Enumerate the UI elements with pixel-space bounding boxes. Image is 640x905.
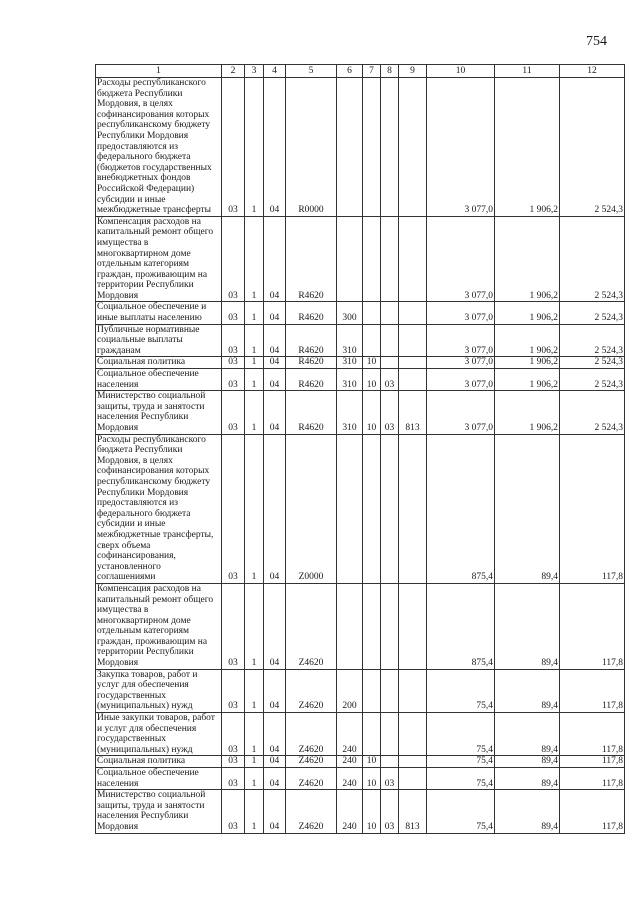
cell-code: 03: [222, 583, 245, 669]
cell-amount: 75,4: [427, 790, 495, 833]
cell-code: [381, 216, 399, 302]
cell-code: 03: [381, 369, 399, 391]
table-header-row: [96, 65, 625, 78]
cell-amount: 2 524,3: [560, 357, 625, 369]
column-header: 10: [427, 65, 495, 78]
cell-code: 03: [222, 768, 245, 790]
cell-code: 310: [337, 357, 363, 369]
cell-code: 04: [264, 713, 286, 756]
cell-code: 1: [245, 669, 264, 712]
cell-code: R0000: [286, 78, 337, 217]
row-name: Социальное обеспечение населения: [96, 369, 222, 391]
cell-code: 04: [264, 302, 286, 324]
cell-amount: 1 906,2: [495, 216, 560, 302]
cell-code: 310: [337, 324, 363, 357]
cell-code: 04: [264, 768, 286, 790]
cell-code: 10: [363, 790, 381, 833]
row-name: Закупка товаров, работ и услуг для обеспечения государственных (муниципальных) нужд: [96, 669, 222, 712]
cell-code: [399, 768, 427, 790]
cell-code: [381, 78, 399, 217]
cell-code: R4620: [286, 369, 337, 391]
cell-amount: 117,8: [560, 768, 625, 790]
column-header: 8: [381, 65, 399, 78]
cell-code: Z4620: [286, 768, 337, 790]
cell-code: 1: [245, 756, 264, 768]
cell-code: 1: [245, 216, 264, 302]
table-row: [96, 434, 625, 583]
row-name: Министерство социальной защиты, труда и занятости населения Республики Мордовия: [96, 790, 222, 833]
table-body: [96, 78, 625, 834]
cell-code: 240: [337, 756, 363, 768]
cell-code: [381, 434, 399, 583]
table-row: [96, 756, 625, 768]
row-name: Компенсация расходов на капитальный ремонт общего имущества в многоквартирном доме отдельным категориям граждан, проживающим на территории Республики Мордовия: [96, 583, 222, 669]
cell-code: 04: [264, 78, 286, 217]
cell-code: 1: [245, 391, 264, 434]
cell-amount: 1 906,2: [495, 78, 560, 217]
cell-code: 813: [399, 391, 427, 434]
cell-code: [399, 78, 427, 217]
cell-code: [381, 324, 399, 357]
cell-code: [399, 756, 427, 768]
cell-amount: 3 077,0: [427, 369, 495, 391]
cell-amount: 2 524,3: [560, 324, 625, 357]
cell-amount: 89,4: [495, 434, 560, 583]
cell-code: [363, 324, 381, 357]
row-name: Социальное обеспечение населения: [96, 768, 222, 790]
cell-code: 04: [264, 324, 286, 357]
cell-code: 04: [264, 790, 286, 833]
column-header: 1: [96, 65, 222, 78]
cell-code: R4620: [286, 391, 337, 434]
cell-code: [363, 669, 381, 712]
cell-amount: 89,4: [495, 583, 560, 669]
cell-code: 310: [337, 369, 363, 391]
table-row: [96, 391, 625, 434]
table-row: [96, 369, 625, 391]
cell-amount: 89,4: [495, 713, 560, 756]
cell-code: 1: [245, 369, 264, 391]
table-row: [96, 790, 625, 833]
cell-code: [399, 669, 427, 712]
cell-amount: 1 906,2: [495, 391, 560, 434]
cell-amount: 3 077,0: [427, 357, 495, 369]
cell-amount: 117,8: [560, 669, 625, 712]
cell-code: 03: [222, 357, 245, 369]
cell-amount: 89,4: [495, 768, 560, 790]
cell-code: Z4620: [286, 669, 337, 712]
cell-code: 03: [222, 216, 245, 302]
cell-amount: 1 906,2: [495, 324, 560, 357]
cell-amount: 2 524,3: [560, 302, 625, 324]
cell-amount: 117,8: [560, 713, 625, 756]
cell-code: 04: [264, 583, 286, 669]
column-header: 12: [560, 65, 625, 78]
cell-code: [363, 216, 381, 302]
cell-code: [381, 583, 399, 669]
cell-amount: 3 077,0: [427, 324, 495, 357]
cell-amount: 117,8: [560, 434, 625, 583]
cell-code: Z4620: [286, 756, 337, 768]
cell-amount: 75,4: [427, 756, 495, 768]
column-header: 7: [363, 65, 381, 78]
row-name: Иные закупки товаров, работ и услуг для обеспечения государственных (муниципальных) нужд: [96, 713, 222, 756]
cell-code: 10: [363, 391, 381, 434]
cell-code: [399, 583, 427, 669]
cell-code: R4620: [286, 216, 337, 302]
cell-code: 240: [337, 790, 363, 833]
cell-code: 240: [337, 713, 363, 756]
cell-amount: 117,8: [560, 583, 625, 669]
cell-amount: 3 077,0: [427, 302, 495, 324]
cell-amount: 3 077,0: [427, 78, 495, 217]
cell-amount: 75,4: [427, 713, 495, 756]
cell-code: 03: [222, 78, 245, 217]
column-header: 3: [245, 65, 264, 78]
cell-code: 03: [381, 790, 399, 833]
cell-code: 1: [245, 78, 264, 217]
cell-code: 310: [337, 391, 363, 434]
cell-code: Z0000: [286, 434, 337, 583]
cell-code: 240: [337, 768, 363, 790]
cell-code: 04: [264, 756, 286, 768]
cell-code: 1: [245, 790, 264, 833]
column-header: 2: [222, 65, 245, 78]
cell-code: 10: [363, 357, 381, 369]
table-row: [96, 669, 625, 712]
cell-code: Z4620: [286, 583, 337, 669]
cell-code: [363, 302, 381, 324]
cell-amount: 89,4: [495, 756, 560, 768]
row-name: Расходы республиканского бюджета Республики Мордовия, в целях софинансирования которых республиканскому бюджету Республики Мордовия предоставляются из федерального бюджета субсидии и иные межбюджетные трансферты, сверх объема софинансирования, установленного соглашениями: [96, 434, 222, 583]
cell-code: 10: [363, 369, 381, 391]
cell-code: 03: [222, 790, 245, 833]
cell-code: 03: [222, 669, 245, 712]
cell-code: [381, 713, 399, 756]
cell-code: R4620: [286, 357, 337, 369]
cell-code: 04: [264, 669, 286, 712]
cell-code: 10: [363, 756, 381, 768]
row-name: Компенсация расходов на капитальный ремонт общего имущества в многоквартирном доме отдельным категориям граждан, проживающим на территории Республики Мордовия: [96, 216, 222, 302]
table-row: [96, 324, 625, 357]
cell-code: 10: [363, 768, 381, 790]
cell-code: [399, 713, 427, 756]
cell-code: [363, 434, 381, 583]
cell-amount: 1 906,2: [495, 369, 560, 391]
cell-code: 04: [264, 369, 286, 391]
row-name: Публичные нормативные социальные выплаты гражданам: [96, 324, 222, 357]
table-row: [96, 216, 625, 302]
cell-code: [381, 357, 399, 369]
table-row: [96, 78, 625, 217]
cell-code: [399, 357, 427, 369]
row-name: Социальная политика: [96, 357, 222, 369]
cell-code: 1: [245, 357, 264, 369]
table-row: [96, 302, 625, 324]
cell-code: 03: [222, 434, 245, 583]
table-row: [96, 768, 625, 790]
cell-code: 04: [264, 216, 286, 302]
cell-code: [337, 434, 363, 583]
cell-code: [381, 756, 399, 768]
cell-amount: 1 906,2: [495, 357, 560, 369]
cell-amount: 3 077,0: [427, 216, 495, 302]
cell-code: 813: [399, 790, 427, 833]
table-row: [96, 583, 625, 669]
cell-code: 03: [381, 391, 399, 434]
cell-code: [399, 216, 427, 302]
cell-amount: 875,4: [427, 583, 495, 669]
table-row: [96, 357, 625, 369]
cell-code: [399, 434, 427, 583]
cell-code: [363, 713, 381, 756]
cell-code: 03: [222, 324, 245, 357]
cell-code: 03: [222, 713, 245, 756]
column-header: 9: [399, 65, 427, 78]
cell-code: [337, 216, 363, 302]
cell-code: [337, 78, 363, 217]
cell-amount: 75,4: [427, 768, 495, 790]
cell-code: [363, 583, 381, 669]
column-header: 11: [495, 65, 560, 78]
cell-code: 1: [245, 324, 264, 357]
row-name: Социальное обеспечение и иные выплаты населению: [96, 302, 222, 324]
table-row: [96, 713, 625, 756]
cell-code: 03: [222, 756, 245, 768]
row-name: Расходы республиканского бюджета Республики Мордовия, в целях софинансирования которых республиканскому бюджету Республики Мордовия предоставляются из федерального бюджета (бюджетов государственных внебюджетных фондов Российской Федерации) субсидии и иные межбюджетные трансферты: [96, 78, 222, 217]
cell-amount: 875,4: [427, 434, 495, 583]
cell-amount: 3 077,0: [427, 391, 495, 434]
cell-code: [363, 78, 381, 217]
row-name: Министерство социальной защиты, труда и занятости населения Республики Мордовия: [96, 391, 222, 434]
row-name: Социальная политика: [96, 756, 222, 768]
column-header: 4: [264, 65, 286, 78]
cell-code: 1: [245, 713, 264, 756]
cell-code: 03: [222, 302, 245, 324]
column-header: 6: [337, 65, 363, 78]
cell-code: [399, 324, 427, 357]
cell-code: 200: [337, 669, 363, 712]
cell-code: 04: [264, 391, 286, 434]
cell-amount: 2 524,3: [560, 391, 625, 434]
cell-amount: 117,8: [560, 756, 625, 768]
cell-code: 1: [245, 434, 264, 583]
cell-code: 1: [245, 768, 264, 790]
cell-code: [337, 583, 363, 669]
cell-amount: 89,4: [495, 790, 560, 833]
cell-amount: 2 524,3: [560, 78, 625, 217]
cell-amount: 89,4: [495, 669, 560, 712]
cell-code: [381, 302, 399, 324]
cell-code: R4620: [286, 324, 337, 357]
cell-code: 03: [222, 369, 245, 391]
cell-code: R4620: [286, 302, 337, 324]
cell-amount: 2 524,3: [560, 369, 625, 391]
cell-code: [399, 302, 427, 324]
cell-code: 300: [337, 302, 363, 324]
cell-code: 03: [381, 768, 399, 790]
budget-table: [95, 64, 625, 834]
column-header: 5: [286, 65, 337, 78]
cell-code: Z4620: [286, 790, 337, 833]
cell-amount: 75,4: [427, 669, 495, 712]
cell-code: Z4620: [286, 713, 337, 756]
cell-code: 04: [264, 357, 286, 369]
cell-code: 03: [222, 391, 245, 434]
cell-amount: 1 906,2: [495, 302, 560, 324]
cell-code: [399, 369, 427, 391]
cell-code: 04: [264, 434, 286, 583]
cell-amount: 117,8: [560, 790, 625, 833]
cell-code: 1: [245, 302, 264, 324]
cell-code: [381, 669, 399, 712]
cell-code: 1: [245, 583, 264, 669]
page-number: 754: [586, 34, 607, 49]
cell-amount: 2 524,3: [560, 216, 625, 302]
